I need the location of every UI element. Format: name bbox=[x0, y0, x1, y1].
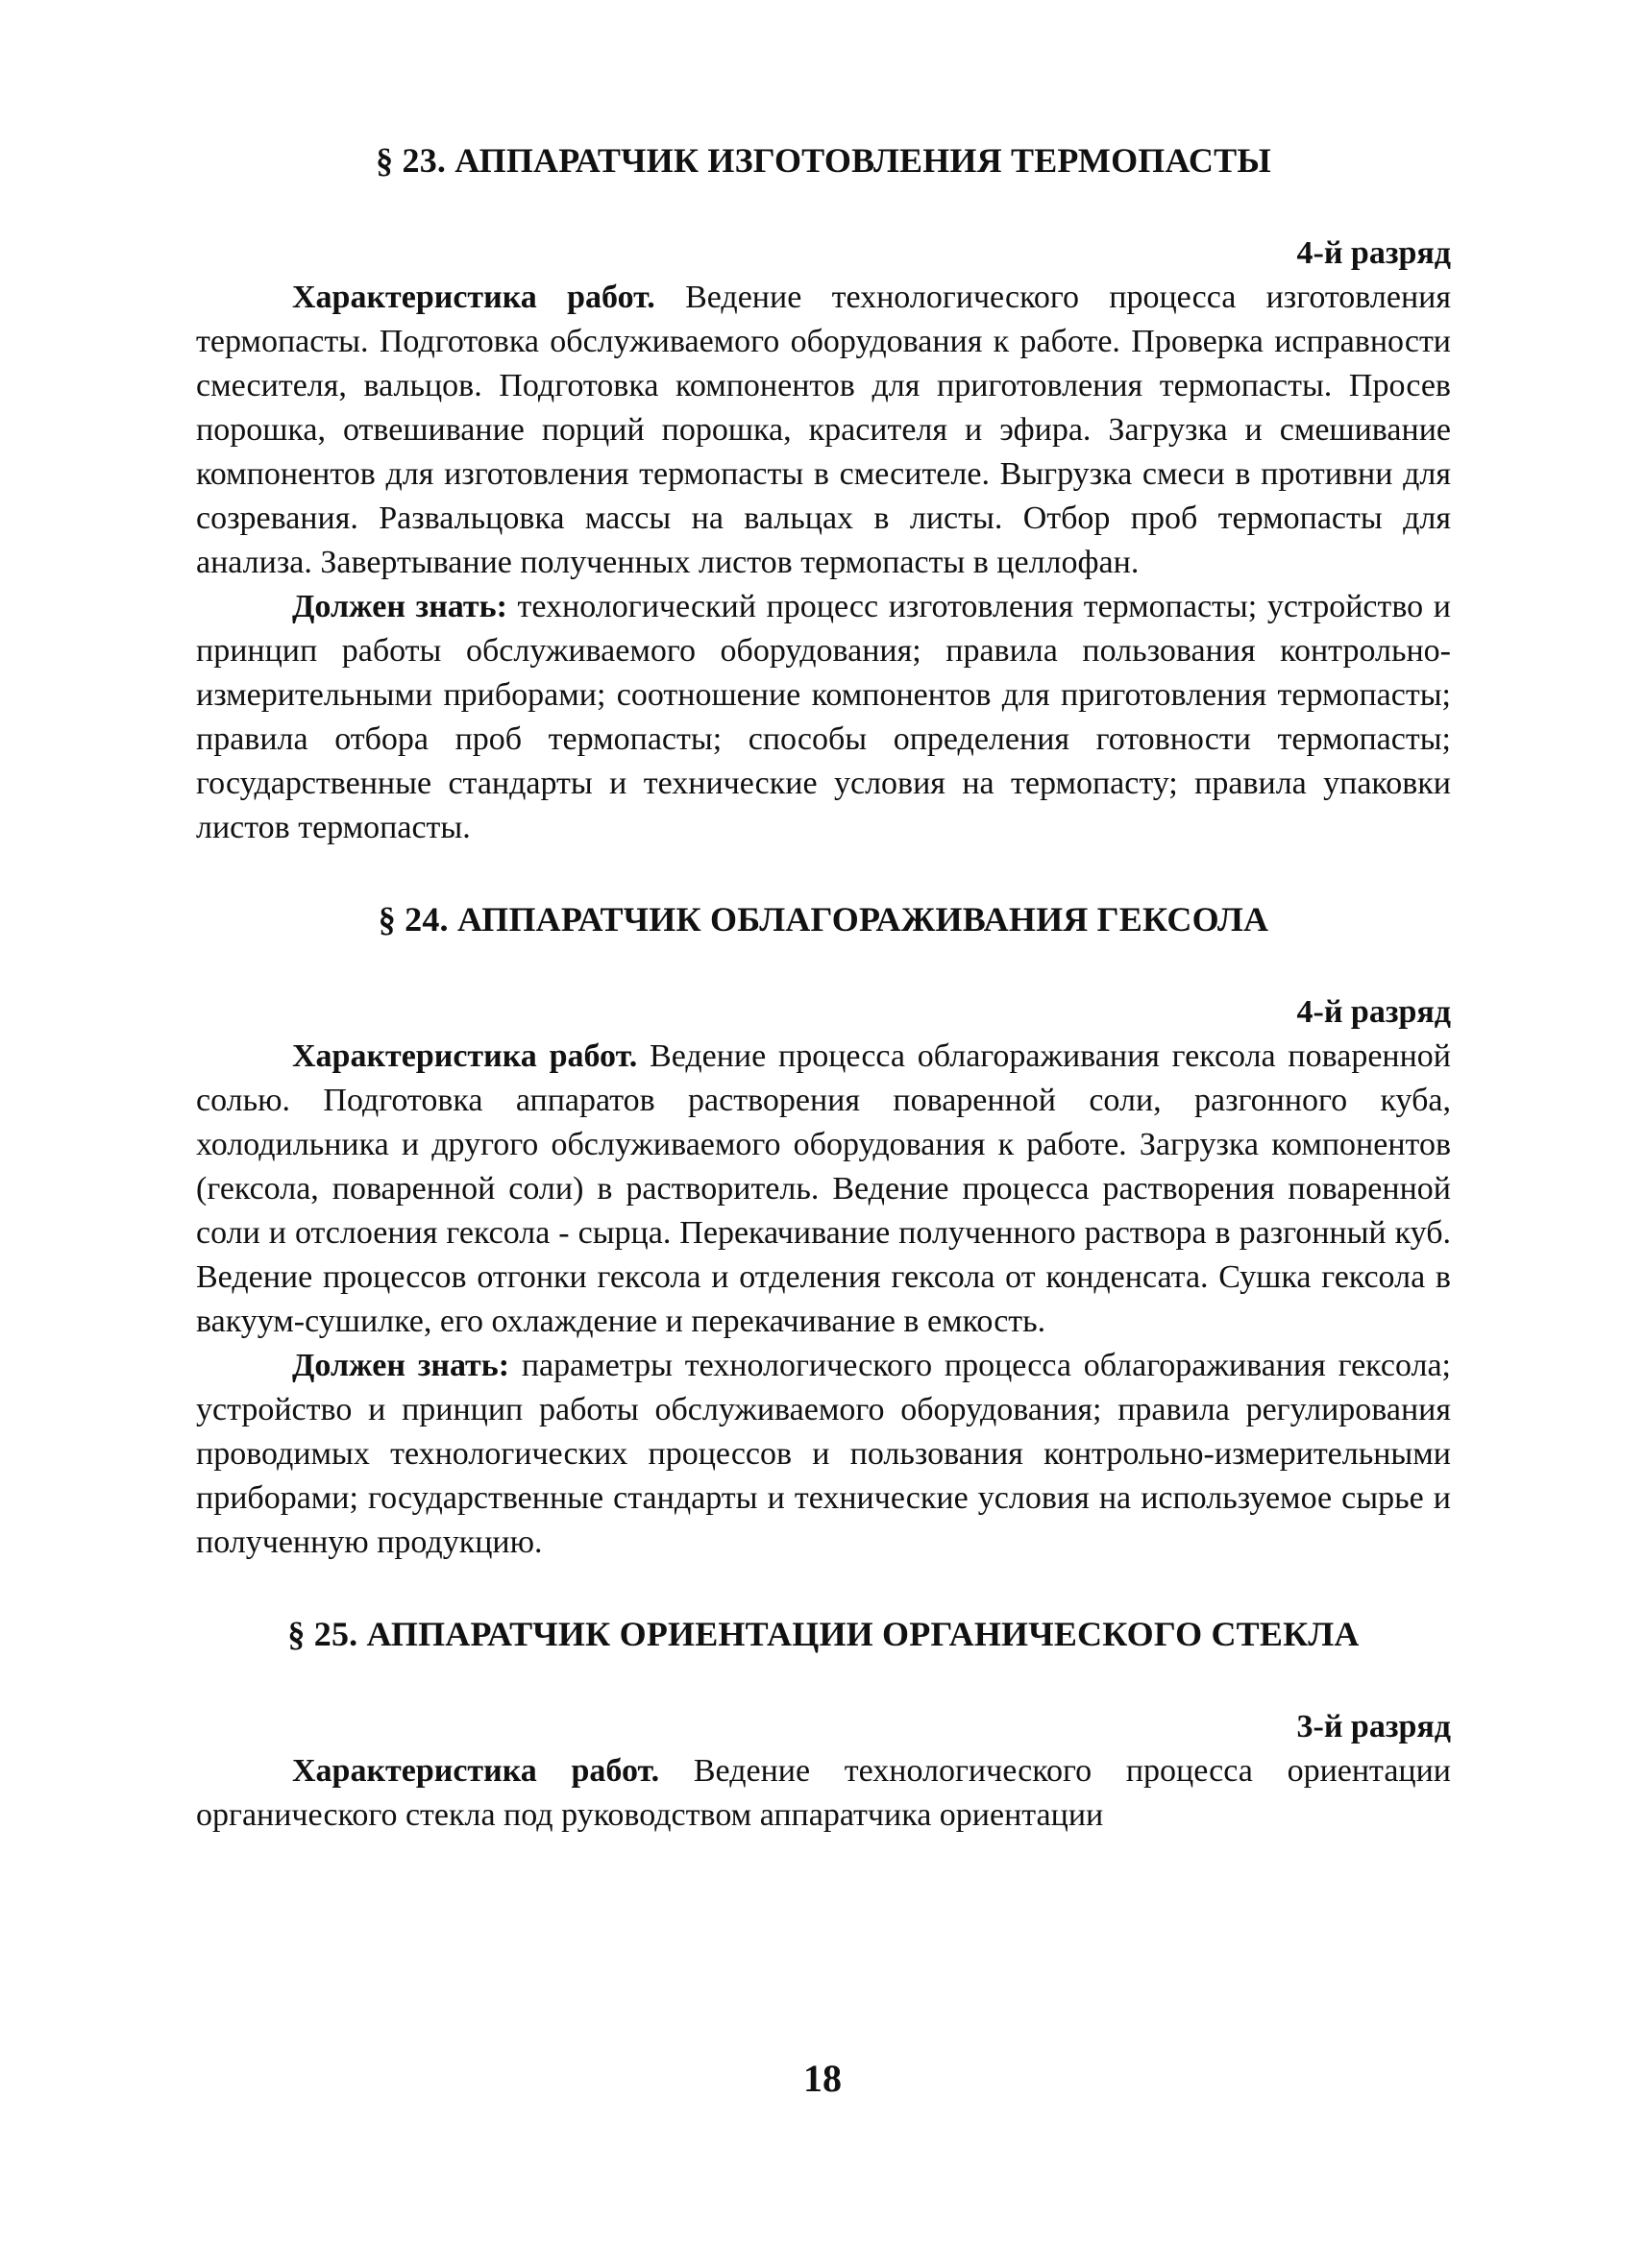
section-24 bbox=[196, 898, 1451, 1565]
grade-label: 3-й разряд bbox=[1296, 1709, 1451, 1744]
knowledge-paragraph bbox=[196, 1344, 1451, 1565]
characteristics-paragraph bbox=[196, 1749, 1451, 1838]
characteristics-paragraph bbox=[196, 1035, 1451, 1344]
characteristics-text: Ведение технологического процесса ориентации органического стекла под руководством аппаратчика ориентации bbox=[196, 1753, 1451, 1833]
knowledge-text: параметры технологического процесса облагораживания гексола; устройство и принцип работы обслуживаемого оборудования; правила регулирования проводимых технологических процессов и пользования контрольно-измерительными приборами; государственные стандарты и технические условия на используемое сырье и полученную продукцию. bbox=[196, 1348, 1452, 1560]
characteristics-label: Характеристика работ. bbox=[292, 1038, 638, 1074]
section-title: § 23. АППАРАТЧИК ИЗГОТОВЛЕНИЯ ТЕРМОПАСТЫ bbox=[376, 141, 1271, 180]
knowledge-paragraph bbox=[196, 585, 1451, 850]
knowledge-text: технологический процесс изготовления термопасты; устройство и принцип работы обслуживаемого оборудования; правила пользования контрольно-измерительными приборами; соотношение компонентов для приготовления термопасты; правила отбора проб термопасты; способы определения готовности термопасты; государственные стандарты и технические условия на термопасту; правила упаковки листов термопасты. bbox=[196, 589, 1451, 845]
page-number: 18 bbox=[803, 2057, 842, 2100]
characteristics-paragraph bbox=[196, 276, 1451, 585]
grade-label: 4-й разряд bbox=[1296, 235, 1451, 271]
characteristics-label: Характеристика работ. bbox=[292, 280, 655, 315]
section-title: § 25. АППАРАТЧИК ОРИЕНТАЦИИ ОРГАНИЧЕСКОГО СТЕКЛА bbox=[287, 1615, 1360, 1653]
characteristics-text: Ведение процесса облагораживания гексола поваренной солью. Подготовка аппаратов растворения поваренной соли, разгонного куба, холодильника и другого обслуживаемого оборудования к работе. Загрузка компонентов (гексола, поваренной соли) в растворитель. Ведение процесса растворения поваренной соли и отслоения гексола - сырца. Перекачивание полученного раствора в разгонный куб. Ведение процессов отгонки гексола и отделения гексола от конденсата. Сушка гексола в вакуум-сушилке, его охлаждение и перекачивание в емкость. bbox=[196, 1038, 1451, 1339]
document-page bbox=[196, 139, 1451, 2157]
knowledge-label: Должен знать: bbox=[292, 1348, 510, 1383]
characteristics-text: Ведение технологического процесса изготовления термопасты. Подготовка обслуживаемого оборудования к работе. Проверка исправности смесителя, вальцов. Подготовка компонентов для приготовления термопасты. Просев порошка, отвешивание порций порошка, красителя и эфира. Загрузка и смешивание компонентов для изготовления термопасты в смесителе. Выгрузка смеси в противни для созревания. Развальцовка массы на вальцах в листы. Отбор проб термопасты для анализа. Завертывание полученных листов термопасты в целлофан. bbox=[196, 280, 1451, 580]
characteristics-label: Характеристика работ. bbox=[292, 1753, 660, 1789]
section-25 bbox=[196, 1613, 1451, 1838]
section-title: § 24. АППАРАТЧИК ОБЛАГОРАЖИВАНИЯ ГЕКСОЛА bbox=[378, 900, 1269, 939]
section-23 bbox=[196, 139, 1451, 850]
grade-label: 4-й разряд bbox=[1296, 994, 1451, 1030]
knowledge-label: Должен знать: bbox=[292, 589, 507, 624]
